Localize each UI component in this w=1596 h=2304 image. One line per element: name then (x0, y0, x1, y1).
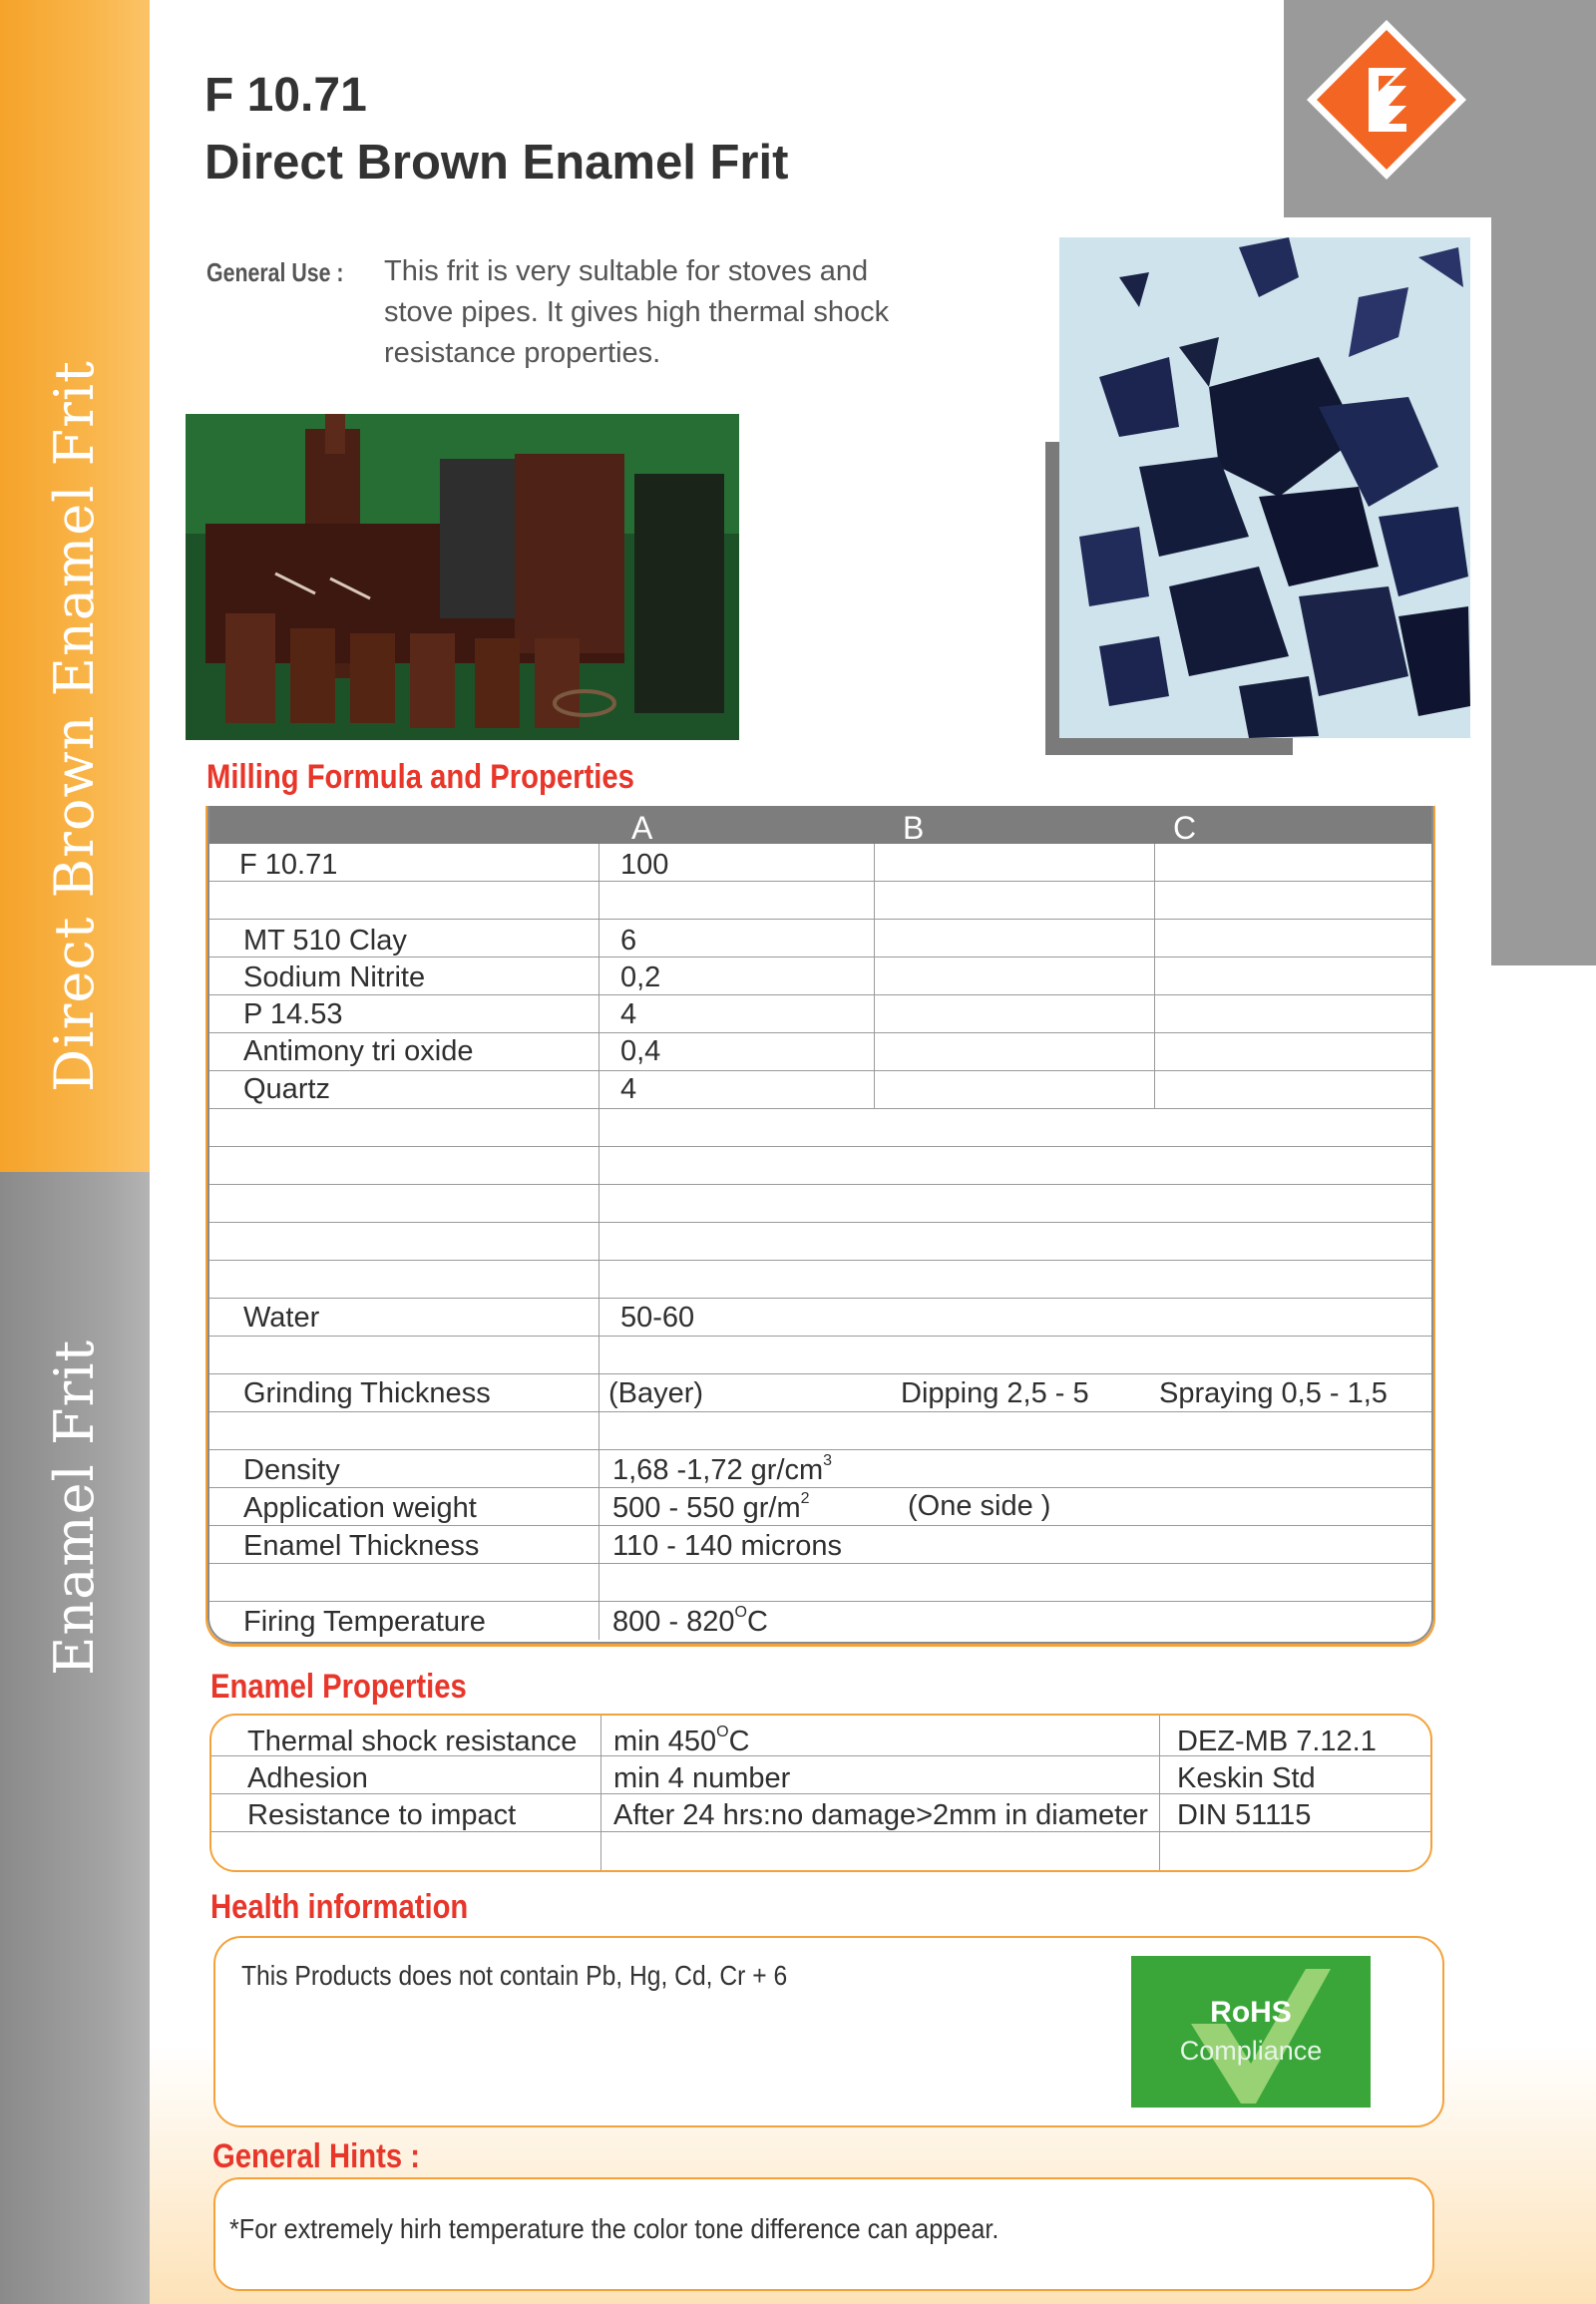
milling-table-header (209, 806, 1431, 844)
row-name: Firing Temperature (243, 1606, 486, 1638)
enamel-properties-heading: Enamel Properties (210, 1668, 467, 1706)
checkmark-icon (1171, 1964, 1331, 2104)
rohs-title: RoHS (1210, 1996, 1292, 2029)
frit-flakes-photo (1059, 237, 1470, 738)
milling-heading: Milling Formula and Properties (206, 758, 634, 796)
property-value: $\min 450^OC$ (613, 1724, 750, 1757)
column-a-header: A (631, 810, 653, 846)
stove-pipes-photo (186, 414, 739, 740)
table-rule (209, 1184, 1431, 1185)
general-hints-text: *For extremely hirh temperature the color tone difference can appear. (229, 2213, 999, 2244)
table-rule (209, 1070, 1431, 1071)
row-value-a: 1,68 -1,72 $gr/cm^3$ (612, 1452, 833, 1486)
row-value-a: 4 (620, 998, 637, 1030)
table-rule (209, 1525, 1431, 1526)
row-name: Sodium Nitrite (243, 961, 426, 993)
health-box (213, 1936, 1444, 2127)
general-use-label: General Use : (206, 257, 344, 287)
column-b-header: B (903, 810, 925, 846)
table-rule (209, 994, 1431, 995)
row-name: F 10.71 (239, 849, 338, 881)
milling-table (207, 806, 1433, 1644)
row-value-a: 6 (620, 925, 637, 957)
table-rule (209, 1487, 1431, 1488)
property-name: Resistance to impact (247, 1799, 517, 1831)
row-value-b: (One side ) (908, 1490, 1051, 1522)
table-rule (209, 1563, 1431, 1564)
property-name: Thermal shock resistance (247, 1726, 578, 1757)
row-name: Quartz (243, 1073, 331, 1105)
table-rule (209, 1222, 1431, 1223)
enamel-properties-table (209, 1714, 1432, 1872)
row-value-a: 0,2 (620, 961, 661, 993)
table-rule (209, 1108, 1431, 1109)
side-band-title: Direct Brown Enamel Frit (43, 360, 106, 1092)
row-value-a: 500 - 550 $gr/m^2$ (612, 1490, 810, 1524)
row-value-a: 100 (620, 849, 669, 881)
row-value-a: 0,4 (620, 1035, 661, 1067)
property-value: min 4 number (613, 1762, 791, 1794)
row-name: Application weight (243, 1492, 477, 1524)
table-divider (1154, 844, 1155, 1108)
row-name: MT 510 Clay (243, 925, 407, 957)
table-rule (209, 1449, 1431, 1450)
table-divider (1159, 1716, 1160, 1870)
property-standard: Keskin Std (1177, 1762, 1316, 1794)
row-name: P 14.53 (243, 998, 343, 1030)
general-use-text: This frit is very sultable for stoves and stove pipes. It gives high thermal shock resistance properties. (384, 255, 890, 369)
product-code: F 10.71 (204, 69, 367, 122)
rohs-badge (1131, 1956, 1371, 2108)
row-value-a: 50-60 (620, 1302, 695, 1334)
table-divider (600, 1716, 601, 1870)
table-rule (209, 1298, 1431, 1299)
row-value-c: Spraying 0,5 - 1,5 (1159, 1377, 1388, 1409)
property-name: Adhesion (247, 1762, 368, 1794)
health-heading: Health information (210, 1888, 469, 1926)
product-name: Direct Brown Enamel Frit (204, 136, 789, 190)
table-rule (209, 1601, 1431, 1602)
table-rule (209, 1373, 1431, 1374)
table-rule (209, 1146, 1431, 1147)
row-value-a: (Bayer) (608, 1377, 704, 1409)
side-grey-panel (1491, 217, 1596, 965)
general-hints-heading: General Hints : (212, 2137, 420, 2175)
table-rule (209, 881, 1431, 882)
property-standard: DEZ-MB 7.12.1 (1177, 1726, 1377, 1757)
property-standard: DIN 51115 (1177, 1799, 1312, 1831)
general-hints-box (213, 2177, 1434, 2291)
table-rule (209, 1411, 1431, 1412)
health-text: This Products does not contain Pb, Hg, Cd, Cr + 6 (241, 1960, 788, 1991)
table-rule (209, 1336, 1431, 1337)
row-value-b: Dipping 2,5 - 5 (901, 1377, 1089, 1409)
table-divider (874, 844, 875, 1108)
row-name: Grinding Thickness (243, 1377, 491, 1409)
side-band-subtitle: Enamel Frit (43, 1339, 106, 1676)
property-value: After 24 hrs:no damage>2mm in diameter (613, 1799, 1148, 1831)
row-value-a: 4 (620, 1073, 637, 1105)
table-divider (598, 844, 599, 1640)
row-name: Antimony tri oxide (243, 1035, 474, 1067)
row-name: Water (243, 1302, 320, 1334)
row-value-a: 110 - 140 microns (612, 1530, 842, 1562)
row-name: Density (243, 1454, 340, 1486)
table-rule (209, 1032, 1431, 1033)
table-rule (209, 919, 1431, 920)
company-logo-icon (1307, 20, 1466, 180)
row-name: Enamel Thickness (243, 1530, 480, 1562)
row-value-a: $800 - 820^OC$ (612, 1604, 768, 1638)
column-c-header: C (1173, 810, 1197, 846)
table-rule (209, 1260, 1431, 1261)
rohs-subtitle: Compliance (1179, 2036, 1323, 2066)
